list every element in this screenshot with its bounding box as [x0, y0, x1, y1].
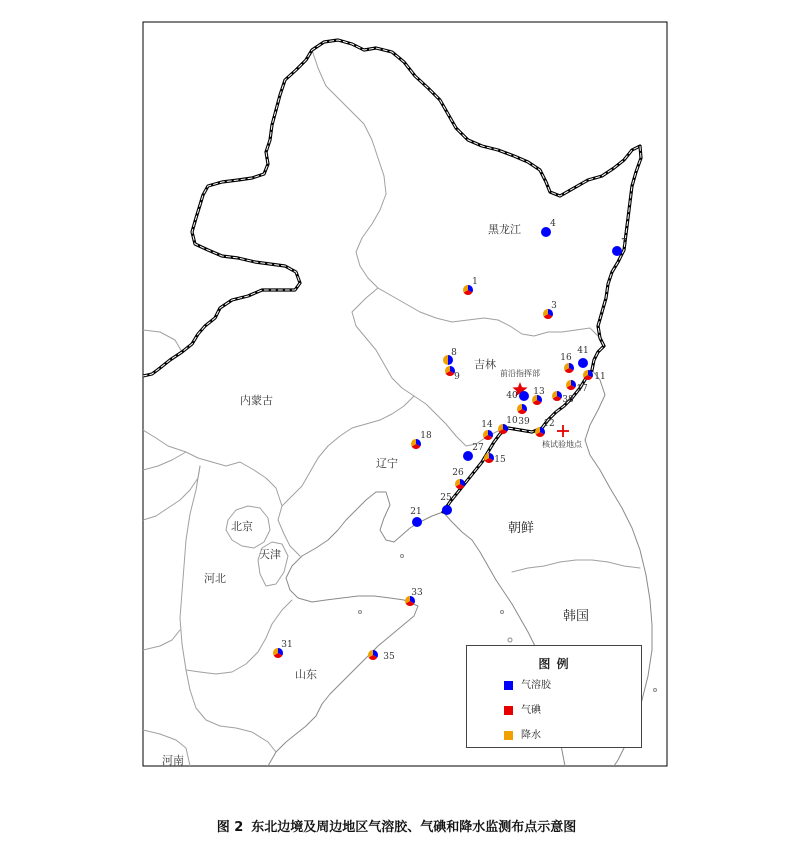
legend-label: 气碘 [521, 705, 541, 716]
region-label-shandong: 山东 [295, 668, 317, 681]
legend-swatch [504, 681, 513, 690]
command-post-label: 前沿指挥部 [500, 369, 540, 378]
point-label: 31 [281, 640, 293, 650]
legend-label: 降水 [521, 730, 541, 741]
legend-swatch [504, 731, 513, 740]
region-label-jilin: 吉林 [474, 358, 496, 371]
monitoring-point-40 [506, 391, 529, 401]
legend-title: 图 例 [538, 657, 570, 671]
point-label: 40 [506, 391, 518, 401]
point-label: 1 [472, 277, 478, 287]
figure-number: 图 2 [216, 820, 244, 835]
region-label-neimenggu: 内蒙古 [240, 394, 273, 407]
point-label: 35 [383, 652, 395, 662]
point-label: 16 [560, 353, 572, 363]
point-label: 15 [494, 455, 506, 465]
point-label: 18 [420, 431, 432, 441]
point-label: 13 [533, 387, 545, 397]
point-marker-aerosol [442, 505, 452, 515]
point-label: 7 [621, 238, 627, 248]
point-label: 26 [452, 468, 464, 478]
region-label-chaoxian: 朝鲜 [508, 521, 535, 536]
point-label: 25 [440, 493, 452, 503]
point-marker-aerosol [578, 358, 588, 368]
region-label-hebei: 河北 [204, 572, 226, 585]
region-label-henan: 河南 [162, 754, 184, 767]
point-label: 21 [410, 507, 422, 517]
point-label: 33 [411, 588, 423, 598]
point-label: 8 [451, 348, 457, 358]
point-label: 9 [454, 372, 460, 382]
region-label-beijing: 北京 [231, 520, 253, 533]
region-label-heilongjiang: 黑龙江 [488, 223, 521, 236]
legend-label: 气溶胶 [521, 680, 551, 691]
point-label: 41 [577, 346, 589, 356]
point-label: 12 [543, 419, 555, 429]
point-marker-aerosol [519, 391, 529, 401]
point-label: 3 [551, 301, 557, 311]
point-label: 10 [506, 416, 518, 426]
point-label: 39 [518, 417, 530, 427]
point-label: 4 [550, 219, 556, 229]
point-label: 38 [562, 395, 574, 405]
legend-swatch [504, 706, 513, 715]
figure-caption-text: 东北边境及周边地区气溶胶、气碘和降水监测布点示意图 [251, 820, 577, 835]
test-site-label: 核试验地点 [542, 440, 582, 449]
point-label: 27 [472, 443, 484, 453]
region-label-tianjin: 天津 [259, 548, 281, 561]
legend [466, 645, 642, 748]
region-label-liaoning: 辽宁 [376, 457, 398, 470]
point-label: 14 [481, 420, 493, 430]
point-label: 17 [576, 384, 588, 394]
figure-caption [0, 816, 793, 835]
point-label: 11 [594, 372, 606, 382]
point-marker-aerosol [412, 517, 422, 527]
region-label-hanguo: 韩国 [563, 609, 590, 624]
